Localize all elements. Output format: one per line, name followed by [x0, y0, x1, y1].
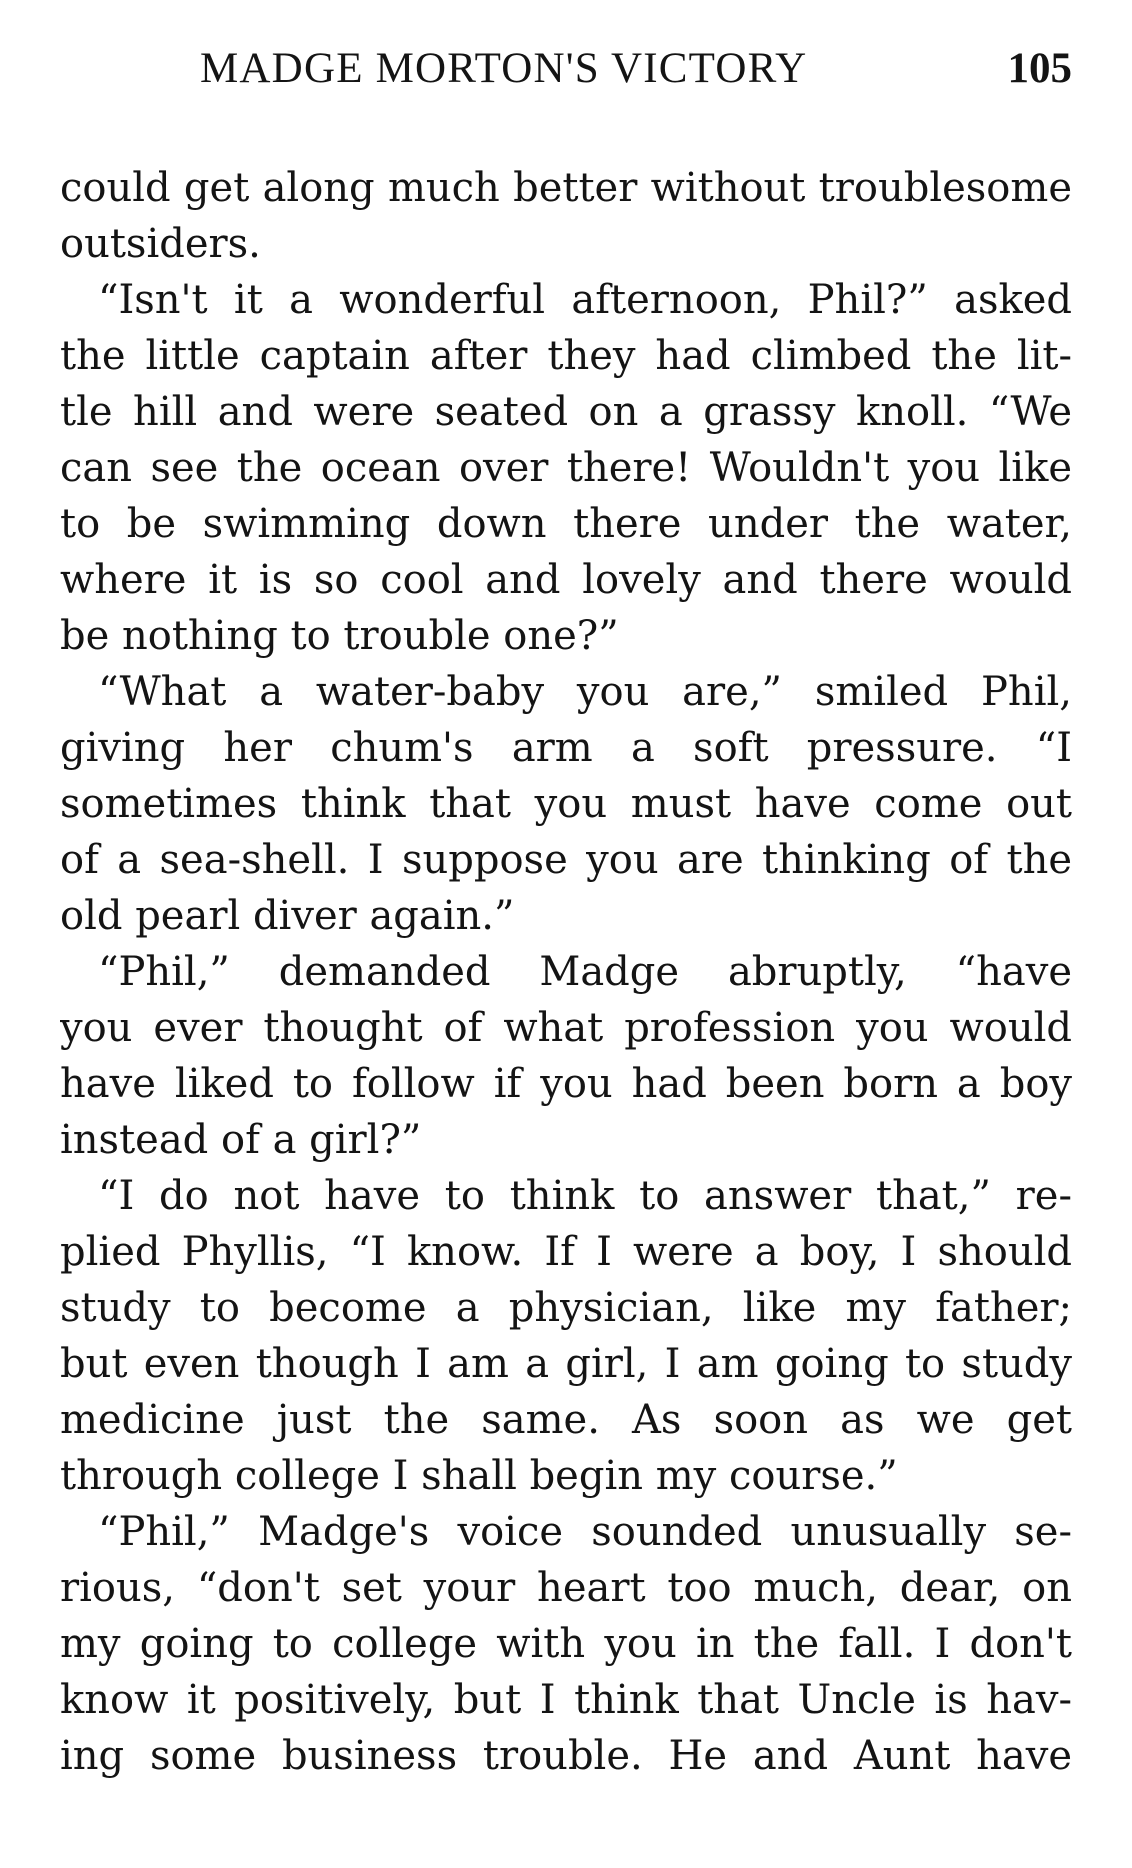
text-line: of a sea-shell. I suppose you are thinking of the — [60, 837, 1072, 883]
text-line: medicine just the same. As soon as we get — [60, 1397, 1072, 1443]
text-line: “Isn't it a wonderful afternoon, Phil?” asked — [98, 277, 1072, 323]
text-line: tle hill and were seated on a grassy knoll. “We — [60, 389, 1072, 435]
text-line: old pearl diver again.” — [60, 893, 515, 939]
body-text — [60, 160, 1072, 1784]
text-line: giving her chum's arm a soft pressure. “I — [60, 725, 1072, 771]
text-line: rious, “don't set your heart too much, dear, on — [60, 1565, 1072, 1611]
text-line: sometimes think that you must have come out — [60, 781, 1072, 827]
text-line: be nothing to trouble one?” — [60, 613, 619, 659]
text-line: but even though I am a girl, I am going to study — [60, 1341, 1072, 1387]
text-line: “What a water-baby you are,” smiled Phil, — [98, 669, 1072, 715]
text-line: “Phil,” Madge's voice sounded unusually se- — [98, 1509, 1072, 1555]
text-line: the little captain after they had climbed the lit- — [60, 333, 1072, 379]
running-header — [60, 44, 1072, 104]
page-number: 105 — [1007, 45, 1072, 92]
text-line: outsiders. — [60, 221, 261, 267]
text-line: could get along much better without troublesome — [60, 165, 1072, 211]
text-line: to be swimming down there under the water, — [60, 501, 1072, 547]
text-line: my going to college with you in the fall. I don't — [60, 1621, 1072, 1667]
text-line: know it positively, but I think that Uncle is hav- — [60, 1677, 1072, 1723]
text-line: instead of a girl?” — [60, 1117, 422, 1163]
text-line: “I do not have to think to answer that,” re- — [98, 1173, 1072, 1219]
text-line: “Phil,” demanded Madge abruptly, “have — [98, 949, 1072, 995]
text-line: have liked to follow if you had been born a boy — [60, 1061, 1072, 1107]
text-line: through college I shall begin my course.” — [60, 1453, 898, 1499]
text-line: plied Phyllis, “I know. If I were a boy, I should — [60, 1229, 1072, 1275]
text-line: you ever thought of what profession you would — [60, 1005, 1072, 1051]
running-title: MADGE MORTON'S VICTORY — [200, 45, 808, 92]
text-line: can see the ocean over there! Wouldn't you like — [60, 445, 1072, 491]
text-line: study to become a physician, like my father; — [60, 1285, 1072, 1331]
text-line: where it is so cool and lovely and there would — [60, 557, 1072, 603]
text-line: ing some business trouble. He and Aunt have — [60, 1733, 1072, 1779]
